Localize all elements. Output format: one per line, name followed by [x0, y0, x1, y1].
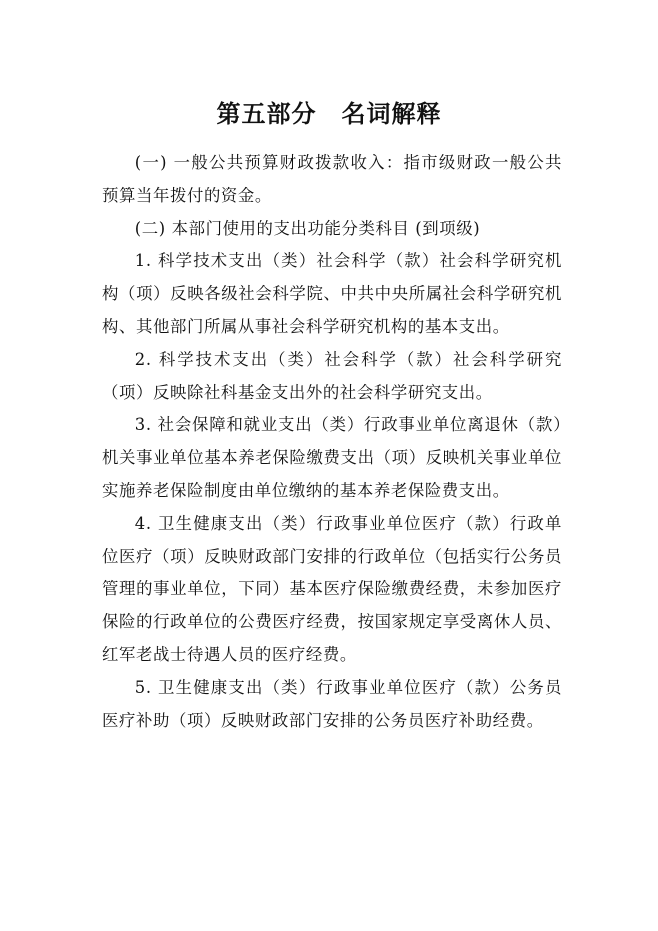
paragraph-item-4: 4. 卫生健康支出（类）行政事业单位医疗（款）行政单位医疗（项）反映财政部门安排的行政单位（包括实行公务员管理的事业单位，下同）基本医疗保险缴费经费，未参加医疗保险的行政单位的公费医疗经费，按国家规定享受离休人员、红军老战士待遇人员的医疗经费。 [102, 513, 562, 664]
paragraph-expenditure-classification-heading: (二) 本部门使用的支出功能分类科目 (到项级) [134, 218, 481, 238]
document-body [102, 147, 562, 737]
paragraph-item-1: 1. 科学技术支出（类）社会科学（款）社会科学研究机构（项）反映各级社会科学院、中共中央所属社会科学研究机构、其他部门所属从事社会科学研究机构的基本支出。 [102, 251, 562, 336]
page-title: 第五部分 名词解释 [216, 100, 442, 128]
paragraph-item-3: 3. 社会保障和就业支出（类）行政事业单位离退休（款）机关事业单位基本养老保险缴费支出（项）反映机关事业单位实施养老保险制度由单位缴纳的基本养老保险费支出。 [102, 415, 562, 500]
paragraph-item-5: 5. 卫生健康支出（类）行政事业单位医疗（款）公务员医疗补助（项）反映财政部门安排的公务员医疗补助经费。 [102, 677, 562, 730]
paragraph-budget-revenue-definition: (一) 一般公共预算财政拨款收入：指市级财政一般公共预算当年拨付的资金。 [102, 153, 562, 205]
paragraph-item-2: 2. 科学技术支出（类）社会科学（款）社会科学研究（项）反映除社科基金支出外的社会科学研究支出。 [102, 349, 562, 402]
